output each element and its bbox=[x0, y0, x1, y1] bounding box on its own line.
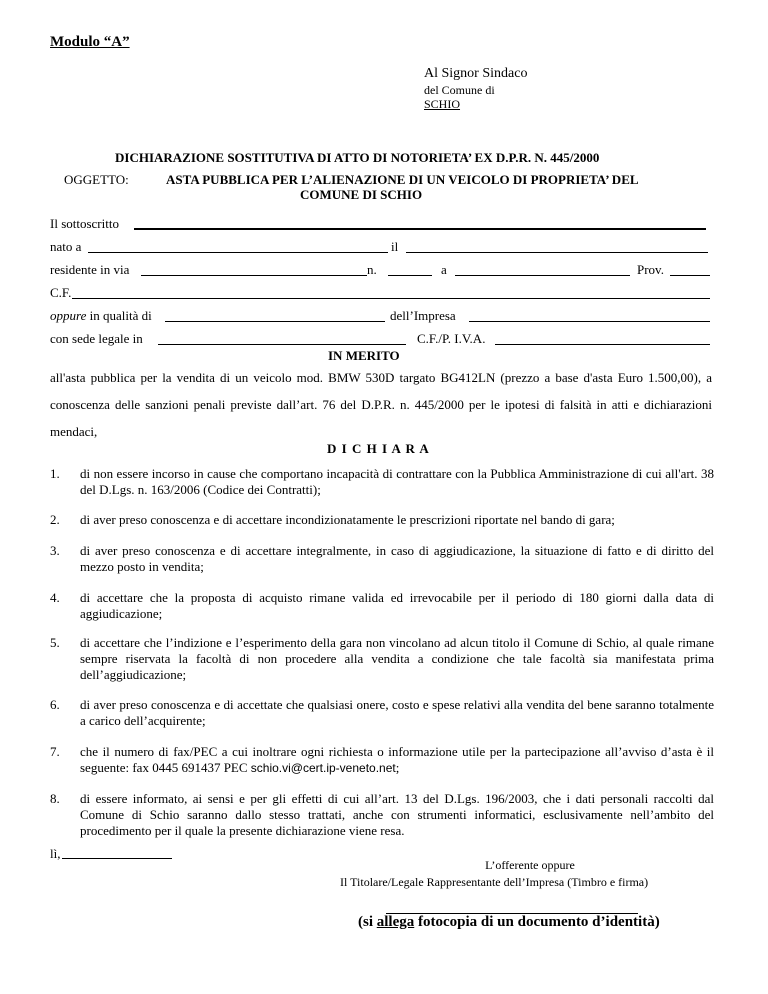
item-text: di aver preso conoscenza e di accettate che qualsiasi onere, costo e spese relativi alla vendita del bene saranno totalmente a carico dell’acquirente; bbox=[80, 697, 714, 728]
item-number: 2. bbox=[50, 512, 60, 527]
address-line-2: del Comune di bbox=[424, 83, 495, 97]
list-item bbox=[50, 697, 714, 729]
footer-note bbox=[358, 914, 660, 931]
signature-line-1: L’offerente oppure bbox=[485, 858, 575, 872]
item-text: di non essere incorso in cause che comportano incapacità di contrattare con la Pubblica Amministrazione di cui all'art. 38 del D.Lgs. n. 163/2006 (Codice dei Contratti); bbox=[80, 466, 714, 497]
list-item bbox=[50, 744, 714, 776]
place-label: lì, bbox=[50, 846, 61, 861]
declaration-heading: DICHIARAZIONE SOSTITUTIVA DI ATTO DI NOTORIETA’ EX D.P.R. N. 445/2000 bbox=[115, 150, 600, 165]
address-line-3: SCHIO bbox=[424, 97, 461, 111]
footer-open: (si bbox=[358, 914, 377, 930]
label-oppure: oppure bbox=[50, 308, 87, 323]
label-impresa: dell’Impresa bbox=[390, 308, 456, 323]
list-item bbox=[50, 635, 714, 683]
dichiara-heading: D I C H I A R A bbox=[327, 441, 430, 456]
list-item bbox=[50, 512, 714, 528]
label-cf-piva: C.F./P. I.V.A. bbox=[417, 331, 486, 346]
label-residente: residente in via bbox=[50, 262, 130, 277]
item-text: di aver preso conoscenza e di accettare integralmente, in caso di aggiudicazione, la situazione di fatto e di diritto del mezzo posto in vendita; bbox=[80, 543, 714, 574]
label-qualita bbox=[50, 308, 152, 324]
footer-rest: fotocopia di un documento d’identità) bbox=[414, 914, 660, 930]
item-text: di accettare che l’indizione e l’esperimento della gara non vincolano ad alcun titolo il Comune di Schio, al quale rimane sempre riservata la facoltà di non procedere alla vendita a condizione che tale facoltà sia manifestata prima dell’aggiudicazione; bbox=[80, 635, 714, 682]
item-text-main: che il numero di fax/PEC a cui inoltrare ogni richiesta o informazione utile per la partecipazione all’avviso d’asta è il seguente: fax 0445 691437 PEC bbox=[80, 744, 714, 775]
item-number: 3. bbox=[50, 543, 60, 558]
item-text bbox=[80, 744, 714, 776]
field-citta[interactable] bbox=[455, 275, 630, 276]
label-prov: Prov. bbox=[637, 262, 664, 277]
label-nato-a: nato a bbox=[50, 239, 82, 254]
field-cf-piva[interactable] bbox=[495, 344, 710, 345]
field-civico[interactable] bbox=[388, 275, 432, 276]
address-line-1: Al Signor Sindaco bbox=[424, 66, 528, 81]
subject-line-2: COMUNE DI SCHIO bbox=[300, 187, 423, 202]
field-qualita[interactable] bbox=[165, 321, 385, 322]
subject-label: OGGETTO: bbox=[64, 172, 129, 187]
item-text: di essere informato, ai sensi e per gli effetti di cui all’art. 13 del D.Lgs. 196/2003, che i dati personali raccolti dal Comune di Schio saranno dallo stesso trattati, anche con strumenti informatici, esclusivamente nell’ambito del procedimento per il quale la presente dichiarazione viene resa. bbox=[80, 791, 714, 838]
list-item bbox=[50, 791, 714, 839]
label-cf: C.F. bbox=[50, 285, 72, 300]
pec-email-link[interactable]: schio.vi@cert.ip-veneto.net bbox=[250, 761, 396, 775]
field-nato-a[interactable] bbox=[88, 252, 388, 253]
field-impresa[interactable] bbox=[469, 321, 710, 322]
item-number: 6. bbox=[50, 697, 60, 712]
item-number: 7. bbox=[50, 744, 60, 759]
item-text: di accettare che la proposta di acquisto rimane valida ed irrevocabile per il periodo di 180 giorni dalla data di aggiudicazione; bbox=[80, 590, 714, 621]
field-prov[interactable] bbox=[670, 275, 710, 276]
field-place-date[interactable] bbox=[62, 858, 172, 859]
item-text-tail: ; bbox=[395, 760, 400, 775]
label-a: a bbox=[441, 262, 447, 277]
list-item bbox=[50, 466, 714, 498]
footer-allega: allega bbox=[376, 914, 415, 930]
signature-line-2: Il Titolare/Legale Rappresentante dell’Impresa (Timbro e firma) bbox=[340, 875, 649, 889]
item-number: 8. bbox=[50, 791, 60, 806]
list-item bbox=[50, 590, 714, 622]
label-n: n. bbox=[367, 262, 377, 277]
label-sottoscritto: Il sottoscritto bbox=[50, 216, 119, 231]
field-data-nascita[interactable] bbox=[406, 252, 708, 253]
field-cf[interactable] bbox=[72, 298, 710, 299]
label-sede: con sede legale in bbox=[50, 331, 143, 346]
item-number: 5. bbox=[50, 635, 60, 650]
field-sede[interactable] bbox=[158, 344, 406, 345]
in-merito-heading: IN MERITO bbox=[328, 348, 400, 363]
list-item bbox=[50, 543, 714, 575]
item-number: 1. bbox=[50, 466, 60, 481]
field-via[interactable] bbox=[141, 275, 367, 276]
field-sottoscritto[interactable] bbox=[134, 228, 706, 230]
label-in-qualita: in qualità di bbox=[86, 308, 152, 323]
item-text: di aver preso conoscenza e di accettare incondizionatamente le prescrizioni riportate nel bando di gara; bbox=[80, 512, 615, 527]
module-title: Modulo “A” bbox=[50, 34, 130, 50]
item-number: 4. bbox=[50, 590, 60, 605]
intro-paragraph: all'asta pubblica per la vendita di un veicolo mod. BMW 530D targato BG412LN (prezzo a base d'asta Euro 1.500,00), a conoscenza delle sanzioni penali previste dall’art. 76 del D.P.R. n. 445/2000 per le ipotesi di falsità in atti e dichiarazioni mendaci, bbox=[50, 370, 712, 439]
label-il: il bbox=[391, 239, 399, 254]
subject-line-1: ASTA PUBBLICA PER L’ALIENAZIONE DI UN VEICOLO DI PROPRIETA’ DEL bbox=[166, 172, 639, 187]
